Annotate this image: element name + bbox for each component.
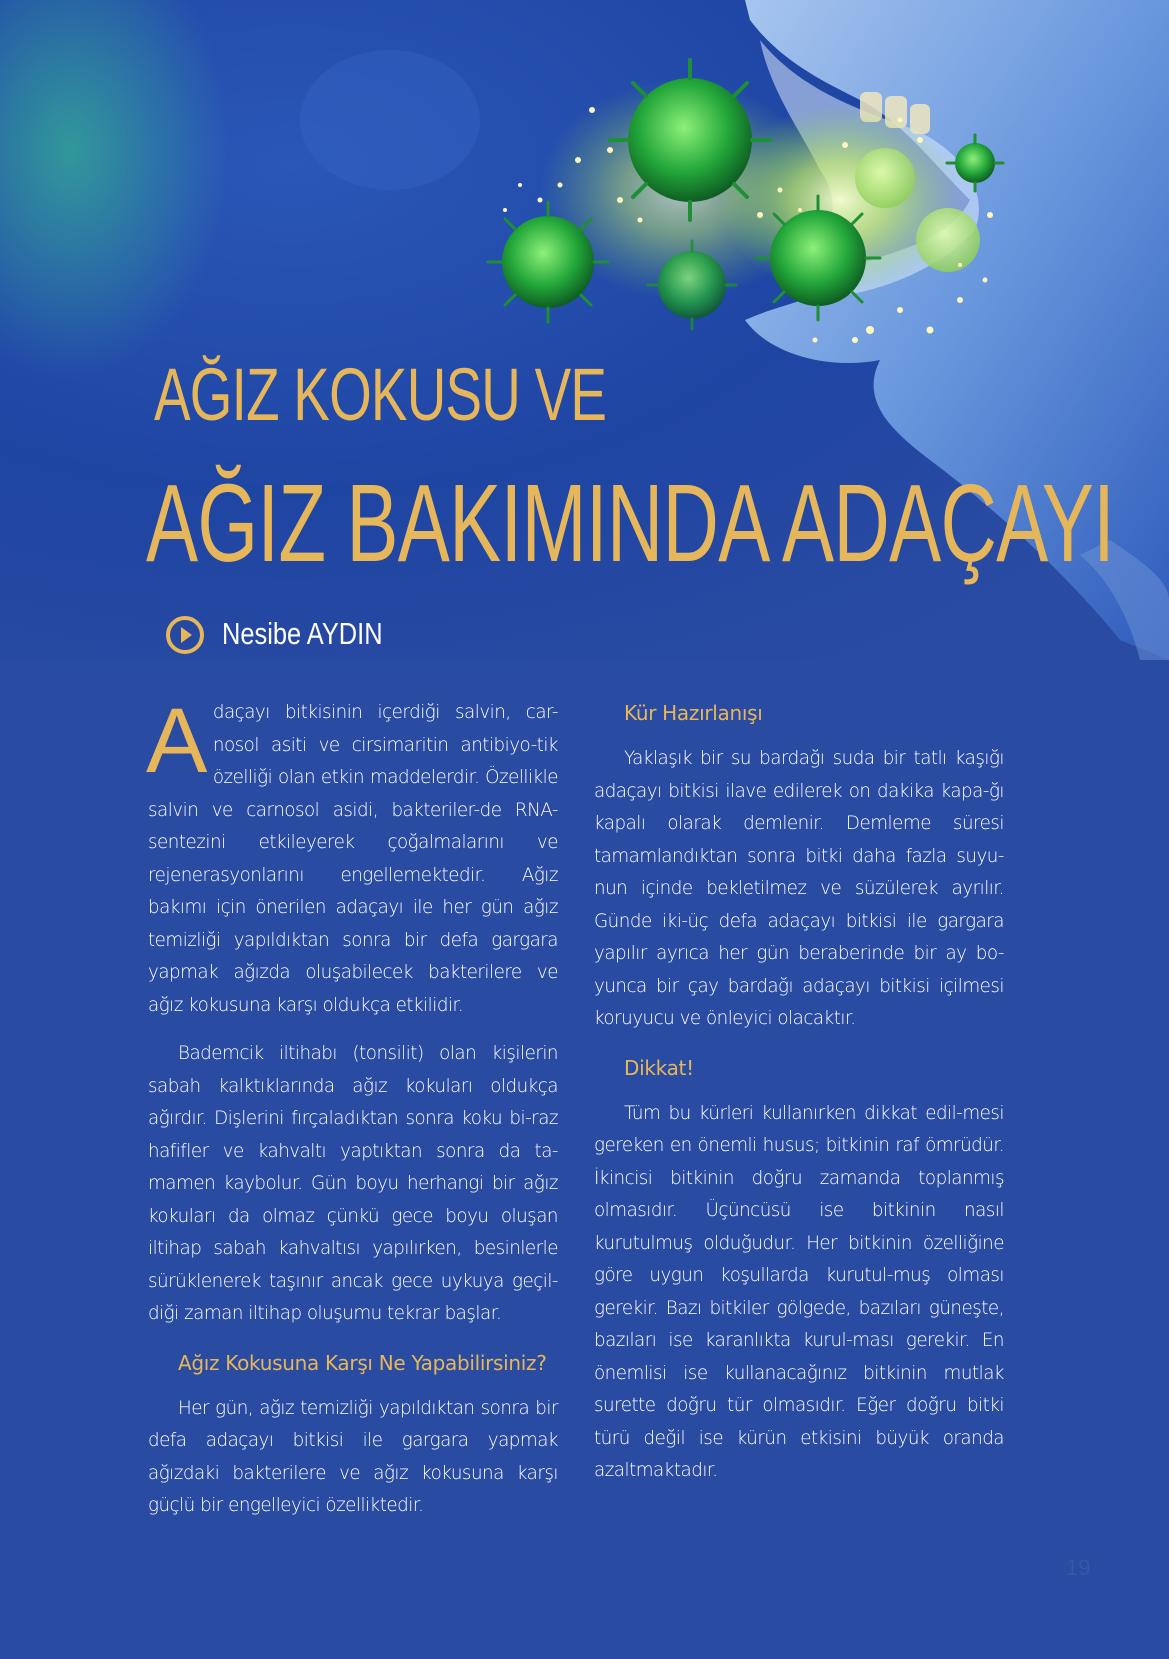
paragraph-attention: Tüm bu kürleri kullanırken dikkat edil-mesi gereken en önemli husus; bitkinin raf ömrüdür. İkincisi bitkinin doğru zamanda toplanmış olmasıdır. Üçüncüsü ise bitkinin nasıl kurutulmuş olduğudur. Her bitkinin özelliğine göre uygun koşullarda kurutul-muş olması gerekir. Bazı bitkiler gölgede, bazıları güneşte, bazıları ise karanlıkta kurul-ması gerekir. En önemlisi ise kullanacağınız bitkinin mutlak surette doğru tür olmasıdır. Eğer doğru bitki türü değil ise kürün etkisini büyük oranda azaltmaktadır.	[594, 1102, 1004, 1481]
article-column-right	[594, 697, 1004, 1504]
drop-cap: A	[146, 690, 207, 792]
page-number: 19	[1066, 1555, 1091, 1580]
play-circle-icon	[165, 615, 205, 655]
section-heading-what-to-do: Ağız Kokusuna Karşı Ne Yapabilirsiniz?	[178, 1350, 547, 1375]
title-line-1: AĞIZ KOKUSU VE	[154, 353, 607, 436]
author-name: Nesibe AYDIN	[222, 616, 383, 651]
section-heading-attention: Dikkat!	[624, 1055, 694, 1080]
article-column-left	[146, 690, 558, 1539]
intro-paragraph-text: daçayı bitkisinin içerdiği salvin, car-nosol asiti ve cirsimaritin antibiyo-tik özelliği olan etkin maddelerdir. Özellikle salvin ve carnosol asidi, bakteriler-de RNA-sentezini etkileyerek çoğalmalarını ve rejenerasyonlarını engellemektedir. Ağız bakımı için önerilen adaçayı ile her gün ağız temizliği yapıldıktan sonra bir defa gargara yapmak ağızda oluşabilecek bakterilere ve ağız kokusuna karşı oldukça etkilidir.	[148, 702, 558, 1016]
intro-paragraph	[146, 690, 558, 1022]
section-heading-cure-preparation: Kür Hazırlanışı	[624, 701, 763, 725]
title-line-2: AĞIZ BAKIMINDA ADAÇAYI	[146, 462, 1115, 585]
paragraph-tonsillitis: Bademcik iltihabı (tonsilit) olan kişilerin sabah kalktıklarında ağız kokuları oldukça ağırdır. Dişlerini fırçaladıktan sonra koku bi-raz hafifler ve kahvaltı yaptıktan sonra da ta-mamen kaybolur. Gün boyu herhangi bir ağız kokuları da olmaz çünkü gece boyu oluşan iltihap sabah kahvaltısı yapılırken, besinlerle sürüklenerek taşınır ancak gece uykuya geçil-diği zaman iltihap oluşumu tekrar başlar.	[148, 1043, 558, 1324]
paragraph-daily-gargle: Her gün, ağız temizliği yapıldıktan sonra bir defa adaçayı bitkisi ile gargara yapmak ağızdaki bakterilere ve ağız kokusuna karşı güçlü bir engelleyici özelliktedir.	[148, 1397, 558, 1516]
paragraph-cure-preparation: Yaklaşık bir su bardağı suda bir tatlı kaşığı adaçayı bitkisi ilave edilerek on dakika kapa-ğı kapalı olarak demlenir. Demleme süresi tamamlandıktan sonra bitki daha fazla suyu-nun içinde bekletilmez ve süzülerek ayrılır. Günde iki-üç defa adaçayı bitkisi ile gargara yapılır ayrıca her gün beraberinde bir ay bo-yunca bir çay bardağı adaçayı bitkisi içilmesi koruyucu ve önleyici olacaktır.	[594, 748, 1004, 1029]
